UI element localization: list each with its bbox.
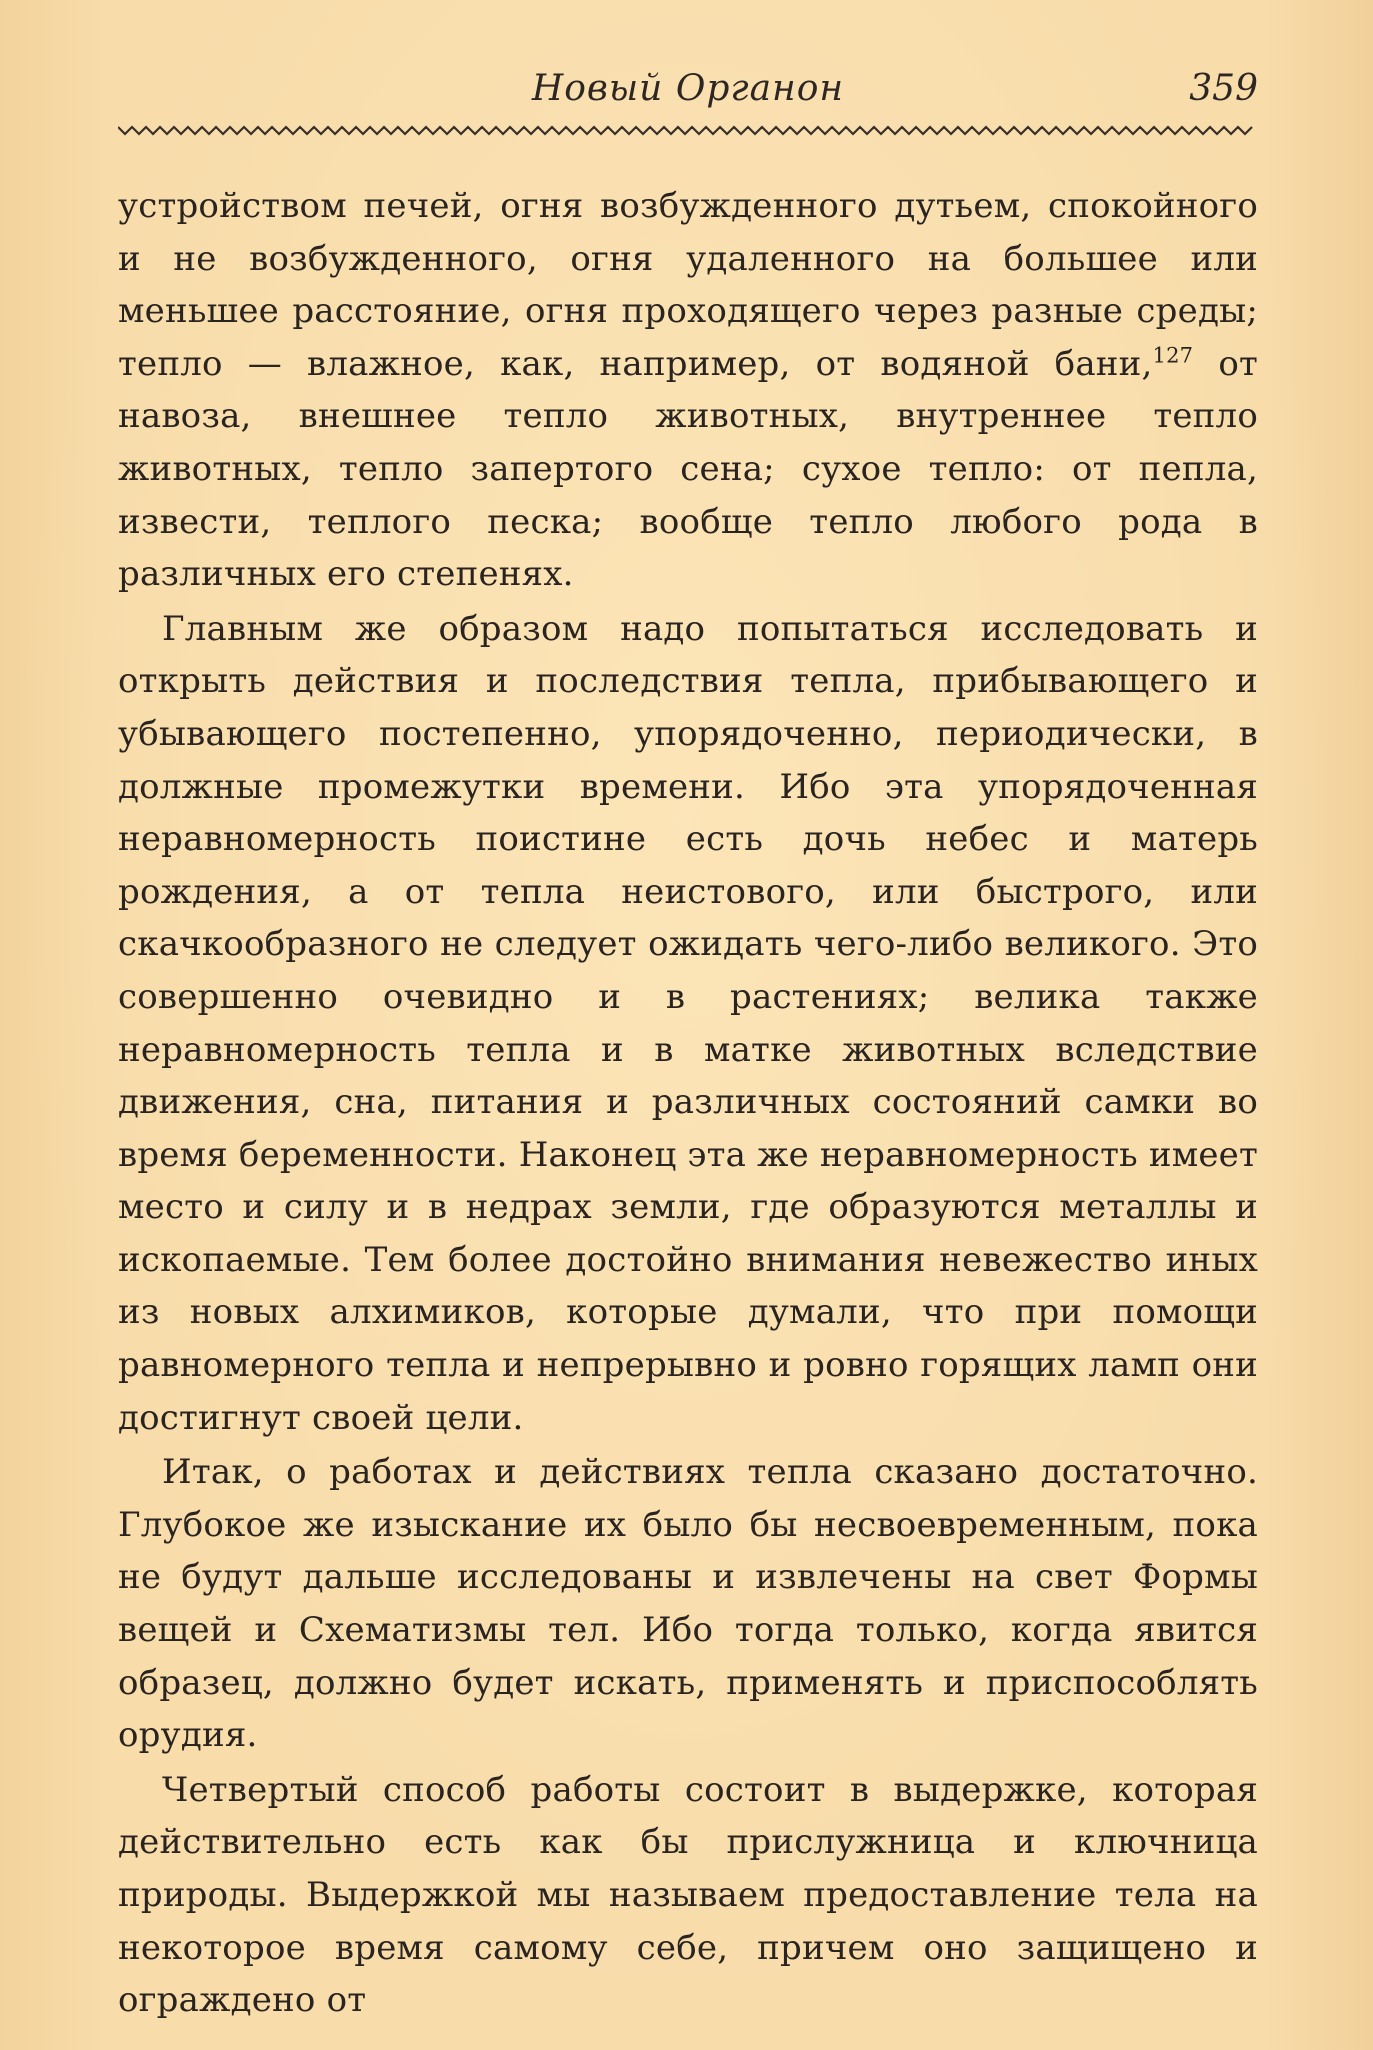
- footnote-ref-127[interactable]: 127: [1152, 343, 1194, 368]
- page-header: [118, 62, 1258, 122]
- paragraph-4: Четвертый способ работы состоит в выдержке, которая действительно есть как бы прислужница и ключница природы. Выдержкой мы называем предоставление тела на некоторое время самому себе, причем оно защищено и ограждено от: [118, 1769, 1258, 2021]
- running-title: Новый Органон: [531, 68, 845, 109]
- header-ornament-rule: [118, 124, 1258, 136]
- ornament-zigzag-line: [118, 127, 1252, 134]
- page-number: 359: [1189, 68, 1258, 109]
- paragraph-1-text-after: от навоза, внешнее тепло животных, внутреннее тепло животных, тепло запертого сена; сухое тепло: от пепла, извести, теплого песка; вообще тепло любого рода в различных его степенях.: [118, 343, 1259, 595]
- paragraph-2: Главным же образом надо попытаться исследовать и открыть действия и последствия тепла, прибывающего и убывающего постепенно, упорядоченно, периодически, в должные промежутки времени. Ибо эта упорядоченная неравномерность поистине есть дочь небес и матерь рождения, а от тепла неистового, или быстрого, или скачкообразного не следует ожидать чего-либо великого. Это совершенно очевидно и в растениях; велика также неравномерность тепла и в матке животных вследствие движения, сна, питания и различных состояний самки во время беременности. Наконец эта же неравномерность имеет место и силу и в недрах земли, где образуются металлы и ископаемые. Тем более достойно внимания невежество иных из новых алхимиков, которые думали, что при помощи равномерного тепла и непрерывно и ровно горящих ламп они достигнут своей цели.: [118, 608, 1259, 1438]
- paragraph-1-text-before: устройством печей, огня возбужденного дутьем, спокойного и не возбужденного, огня удаленного на большее или меньшее расстояние, огня проходящего через разные среды; тепло — влажное, как, например, от водяной бани,: [118, 186, 1258, 384]
- paragraph-3: Итак, о работах и действиях тепла сказано достаточно. Глубокое же изыскание их было бы несвоевременным, пока не будут дальше исследованы и извлечены на свет Формы вещей и Схематизмы тел. Ибо тогда только, когда явится образец, должно будет искать, применять и приспособлять орудия.: [118, 1452, 1258, 1756]
- body-text: [118, 180, 1258, 2028]
- zigzag-ornament-icon: [118, 124, 1258, 136]
- paragraph-1: [118, 180, 1258, 601]
